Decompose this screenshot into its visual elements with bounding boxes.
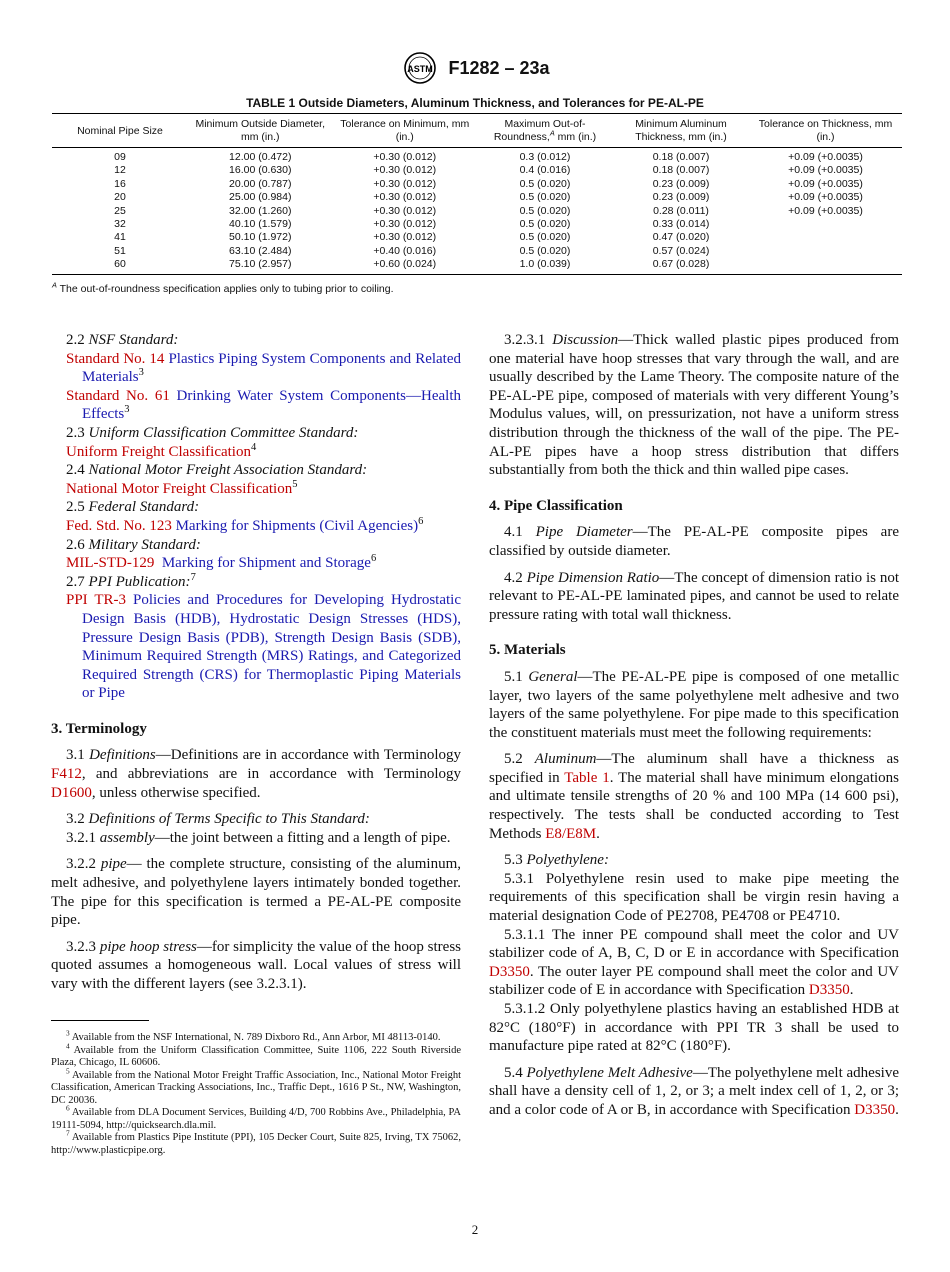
- paragraph-5-3-1-1: [489, 926, 899, 1000]
- section-number: 4.2: [504, 569, 523, 586]
- paragraph-5-2: [489, 750, 899, 843]
- paragraph-5-3-1-2: [489, 1000, 899, 1056]
- reference-ppi-tr3[interactable]: [51, 591, 461, 703]
- table-cell: [749, 245, 902, 258]
- table-cell: +0.30 (0.012): [373, 191, 437, 204]
- table-cell: 0.18 (0.007): [652, 164, 710, 177]
- term: pipe: [100, 856, 127, 873]
- section-number: 3.2.3: [66, 938, 96, 955]
- section-number: 2.2: [66, 332, 85, 348]
- table-cell: [749, 231, 902, 244]
- table-cell: 25: [114, 204, 126, 217]
- document-designation: F1282 – 23a: [448, 57, 550, 78]
- reference-code-link[interactable]: Standard No. 14: [66, 350, 165, 367]
- table-row: [52, 231, 902, 244]
- table-row: [52, 148, 902, 165]
- table-cell: +0.60 (0.024): [333, 258, 478, 274]
- term: Pipe Diameter: [535, 524, 633, 541]
- reference-link[interactable]: D3350: [854, 1101, 896, 1118]
- table-row: [52, 218, 902, 231]
- table-header-cell: Nominal Pipe Size: [52, 114, 188, 148]
- footnote-ref: 5: [292, 478, 298, 490]
- table-cell: 0.5 (0.020): [519, 231, 571, 244]
- table-cell: +0.09 (+0.0035): [788, 191, 863, 204]
- table-row: [52, 178, 902, 191]
- paragraph-text: —The aluminum shall have a thickness as specified in: [489, 751, 900, 786]
- footnote-ref: 3: [124, 404, 130, 416]
- paragraph-text: , unless otherwise specified.: [91, 784, 261, 801]
- reference-fed-std[interactable]: [51, 517, 461, 536]
- term: Polyethylene:: [526, 852, 609, 869]
- section-number: 3.2.1: [66, 829, 96, 846]
- table-header-cell: Minimum Outside Diameter, mm (in.): [188, 114, 333, 148]
- reference-nsf61[interactable]: [51, 387, 461, 424]
- table-cell: 20.00 (0.787): [229, 177, 292, 190]
- table-cell: +0.09 (+0.0035): [788, 177, 863, 190]
- paragraph-text: Polyethylene resin used to make pipe meeting the requirements of this specification shall be virgin resin having a material designation Code of PE2708, PE4708 or PE4710.: [489, 870, 900, 925]
- section-2-3-heading: [51, 424, 461, 443]
- left-column: [51, 331, 461, 994]
- section-5-heading: 5. Materials: [489, 642, 566, 659]
- table-cell: 60: [52, 258, 188, 274]
- page-number: 2: [471, 1222, 479, 1237]
- footnote-ref: 4: [250, 441, 257, 453]
- reference-title-link[interactable]: Policies and Procedures for Developing Hydrostatic Design Basis (HDB), Hydrostatic Design Stresses (HDS), Pressure Design Basis (PDB), Strength Design Basis (SDB), Minimum Required Strength (MRS) Ratings, and Categorized Required Strength (CRS) for Thermoplastic Piping Materials or Pipe: [82, 592, 461, 702]
- section-2-2-heading: [51, 331, 461, 350]
- footnote-number: 5: [66, 1066, 70, 1075]
- dimensions-table: [52, 113, 902, 275]
- table-cell: [749, 258, 902, 274]
- table-cell: 0.3 (0.012): [519, 151, 571, 163]
- section-number: 3.2.3.1: [504, 332, 546, 348]
- table-cell: 0.23 (0.009): [652, 177, 710, 190]
- section-title: NSF Standard:: [88, 332, 179, 348]
- footnote-ref: 6: [370, 553, 377, 565]
- paragraph-4-2: [489, 569, 899, 625]
- right-column: [489, 331, 899, 1120]
- table-cell: 1.0 (0.039): [477, 258, 613, 274]
- footnote: [51, 1103, 461, 1132]
- footnote-text: Available from DLA Document Services, Building 4/D, 700 Robbins Ave., Philadelphia, PA 19111-5094, http://quicksearch.dla.mil.: [51, 1107, 461, 1131]
- table-cell: 0.4 (0.016): [519, 164, 571, 177]
- paragraph-text: —The polyethylene melt adhesive shall have a density cell of 1, 2, or 3; a melt index cell of 1, 2, or 3; and a color code of A or B, in accordance with Specification: [489, 1064, 899, 1118]
- reference-link[interactable]: D3350: [489, 963, 530, 980]
- footnote-number: 6: [66, 1103, 70, 1113]
- table-cell: 63.10 (2.484): [229, 244, 292, 257]
- table-header-cell: Tolerance on Minimum, mm (in.): [333, 114, 478, 148]
- table-cell: +0.30 (0.012): [373, 218, 437, 231]
- table-cell: 0.28 (0.011): [653, 204, 709, 217]
- section-number: 2.6: [66, 536, 85, 553]
- astm-logo-icon: [400, 50, 440, 86]
- table-cell: 0.57 (0.024): [652, 244, 710, 257]
- section-3-heading: 3. Terminology: [51, 720, 147, 737]
- footnote-ref: 6: [418, 515, 424, 527]
- footnote-number: 4: [66, 1041, 70, 1050]
- table-cell: +0.40 (0.016): [373, 244, 437, 257]
- paragraph-4-1: [489, 523, 899, 560]
- section-2-6-heading: [51, 536, 461, 555]
- section-number: 2.3: [66, 424, 85, 441]
- paragraph-text: .: [596, 825, 600, 842]
- footnote-text: Available from the Uniform Classification Committee, Suite 1106, 222 South Riverside Plaza, Chicago, IL 60606.: [51, 1044, 462, 1068]
- section-title: Uniform Classification Committee Standard:: [88, 424, 359, 441]
- table-cell: +0.30 (0.012): [373, 164, 437, 177]
- footnote: [51, 1066, 461, 1108]
- reference-code-link[interactable]: National Motor Freight Classification: [66, 480, 293, 497]
- table-cell: +0.30 (0.012): [373, 204, 437, 217]
- table-cell: 75.10 (2.957): [188, 258, 333, 274]
- term: Definitions: [89, 747, 156, 764]
- reference-link[interactable]: Table 1: [564, 769, 610, 786]
- term: Polyethylene Melt Adhesive: [526, 1064, 693, 1081]
- paragraph-text: — the complete structure, consisting of the aluminum, melt adhesive, and polyethylene layers intimately bonded together. The pipe for this specification is termed a PE-AL-PE composite pipe.: [51, 856, 462, 929]
- section-2-4-heading: [51, 461, 461, 480]
- table-cell: 0.18 (0.007): [652, 151, 710, 163]
- section-title: Federal Standard:: [88, 499, 200, 516]
- page-header: [0, 50, 950, 86]
- section-number: 5.3.1: [504, 870, 534, 887]
- paragraph-3-1: [51, 746, 461, 802]
- table-cell: 12: [114, 164, 126, 177]
- reference-mil-std[interactable]: [51, 554, 461, 573]
- section-number: 5.2: [504, 751, 523, 768]
- term: General: [528, 668, 578, 685]
- section-number: 3.1: [66, 747, 85, 764]
- section-number: 5.3.1.1: [504, 926, 546, 943]
- paragraph-5-3: [489, 851, 899, 870]
- footnote-ref: 3: [138, 367, 144, 379]
- reference-title-link[interactable]: Plastics Piping System Components and Related Materials: [82, 350, 462, 386]
- section-number: 2.5: [66, 499, 85, 516]
- section-2-7-heading: [51, 573, 461, 592]
- footnote-number: 7: [66, 1128, 70, 1138]
- paragraph-3-2-3-1: [489, 331, 899, 480]
- reference-link[interactable]: D3350: [808, 982, 850, 999]
- term: assembly: [99, 829, 155, 846]
- paragraph-3-2-2: [51, 855, 461, 929]
- reference-link[interactable]: D1600: [51, 784, 92, 801]
- footnote-divider: [51, 1020, 149, 1021]
- table-cell: +0.30 (0.012): [373, 177, 437, 190]
- table-cell: 0.5 (0.020): [519, 204, 571, 217]
- footnotes: [51, 1028, 462, 1157]
- reference-code-link[interactable]: Fed. Std. No. 123: [66, 517, 172, 534]
- table-cell: 0.33 (0.014): [652, 218, 710, 231]
- table-cell: +0.09 (+0.0035): [788, 151, 863, 163]
- reference-title-link[interactable]: Marking for Shipments (Civil Agencies): [175, 517, 419, 534]
- paragraph-5-1: [489, 668, 899, 742]
- section-number: 5.3: [504, 852, 523, 869]
- section-4-heading: 4. Pipe Classification: [489, 497, 623, 514]
- paragraph-text: . The outer layer PE compound shall meet the color and UV stabilizer code of E in accordance with Specification: [489, 963, 899, 999]
- table-cell: 32.00 (1.260): [229, 204, 292, 217]
- reference-title-link[interactable]: Marking for Shipment and Storage: [161, 555, 371, 572]
- astm-logo-text: ASTM: [407, 64, 434, 74]
- table-cell: 20: [114, 191, 126, 204]
- table-footnote-text: The out-of-roundness specification applies only to tubing prior to coiling.: [59, 283, 394, 295]
- table-cell: 0.5 (0.020): [519, 191, 571, 204]
- paragraph-text: —for simplicity the value of the hoop stress quoted assumes a homogeneous wall. Local values of stress will vary with the different layers (see 3.2.3.1).: [51, 938, 461, 992]
- term: Discussion: [552, 332, 619, 348]
- table-cell: 0.5 (0.020): [519, 244, 571, 257]
- reference-nmfc[interactable]: [51, 480, 461, 499]
- section-title: National Motor Freight Association Standard:: [88, 462, 368, 479]
- paragraph-text: .: [849, 982, 854, 999]
- table-cell: 16: [114, 177, 126, 190]
- reference-code-link[interactable]: MIL-STD-129: [66, 555, 155, 572]
- reference-link[interactable]: F412: [51, 766, 82, 783]
- section-title: Definitions of Terms Specific to This Standard:: [88, 811, 370, 828]
- paragraph-text: —The concept of dimension ratio is not relevant to PE-AL-PE laminated pipes, and cannot be used to relate pressure rating with total wall thickness.: [489, 569, 900, 623]
- table-footnote: [52, 280, 394, 295]
- table-cell: 0.5 (0.020): [519, 177, 571, 190]
- table-cell: 51: [114, 244, 126, 257]
- reference-ufc[interactable]: [51, 443, 461, 462]
- section-title: PPI Publication:: [88, 573, 191, 590]
- paragraph-text: The inner PE compound shall meet the color and UV stabilizer code of A, B, C, D or E in accordance with Specification: [489, 926, 899, 962]
- table-cell: 41: [114, 231, 126, 244]
- table-cell: 0.47 (0.020): [652, 231, 710, 244]
- footnote-text: Available from the NSF International, N. 789 Dixboro Rd., Ann Arbor, MI 48113-0140.: [71, 1032, 441, 1043]
- paragraph-5-3-1: [489, 870, 899, 926]
- reference-title-link[interactable]: Drinking Water System Components—Health Effects: [82, 387, 461, 423]
- paragraph-text: . The material shall have minimum elongations and ultimate tensile strengths of 20 % and 100 MPa (14 600 psi), respectively. The tests shall be conducted according to Test Methods: [489, 769, 899, 842]
- table-row: [52, 164, 902, 177]
- reference-nsf14[interactable]: [51, 350, 461, 387]
- term: Pipe Dimension Ratio: [526, 569, 660, 586]
- footnote-text: Available from the National Motor Freight Traffic Association, Inc., National Motor Freight Classification, American Tracking Associations, Inc., Traffic Dept., 1616 P St., NW, Washington, DC 20036.: [51, 1069, 461, 1106]
- table-footnote-marker: A: [52, 280, 57, 290]
- table-body: [52, 148, 902, 275]
- paragraph-5-4: [489, 1064, 899, 1120]
- table-row: [52, 245, 902, 258]
- paragraph-text: —the joint between a fitting and a length of pipe.: [154, 829, 451, 846]
- reference-code-link[interactable]: PPI TR-3: [66, 592, 127, 609]
- section-2-5-heading: [51, 498, 461, 517]
- section-number: 5.3.1.2: [504, 1001, 546, 1017]
- footnote: [51, 1041, 462, 1070]
- table-header-text: Maximum Out-of-Roundness,: [493, 118, 586, 143]
- table-header-cell: Tolerance on Thickness, mm (in.): [749, 114, 902, 148]
- paragraph-text: —The PE-AL-PE pipe is composed of one metallic layer, two layers of the same polyethylene melt adhesive and two layers of the same polyethylene. For pipe made to this specification the constituent materials must meet the following requirements:: [489, 668, 900, 741]
- section-number: 4.1: [504, 524, 523, 541]
- term: pipe hoop stress: [99, 938, 197, 955]
- table-header-cell: Minimum Aluminum Thickness, mm (in.): [613, 114, 749, 148]
- paragraph-text: Only polyethylene plastics having an established HDB at 82°C (180°F) in accordance with PPI TR 3 shall be used to manufacture pipe rated at 82°C (180°F).: [489, 1001, 900, 1055]
- section-number: 3.2.2: [66, 856, 96, 873]
- table-row: [52, 191, 902, 204]
- section-title: Military Standard:: [88, 536, 201, 553]
- reference-link[interactable]: E8/E8M: [545, 825, 597, 842]
- section-number: 2.4: [66, 462, 85, 479]
- table-cell: 50.10 (1.972): [229, 231, 292, 244]
- table-cell: 0.23 (0.009): [652, 191, 710, 204]
- section-number: 2.7: [66, 573, 85, 590]
- section-number: 3.2: [66, 811, 85, 828]
- paragraph-3-2: [51, 810, 461, 829]
- table-cell: 0.67 (0.028): [613, 258, 749, 274]
- paragraph-text: —Thick walled plastic pipes produced from one material have hoop stresses that vary through the wall, and are usually described by the Lame Theory. The composite nature of the PE-AL-PE pipe, composed of materials with very different Young’s Modulus values, will, on pressurization, not have a uniform stress distribution through the thickness of the wall of the pipe. The PE-AL-PE pipes have a hoop stress distribution that differs substantially from both the thick and thin walled pipe cases.: [489, 332, 899, 479]
- paragraph-text: —Definitions are in accordance with Terminology: [155, 747, 461, 764]
- term: Aluminum: [534, 751, 597, 768]
- table-footnote-ref: A: [549, 128, 555, 138]
- table-cell: +0.09 (+0.0035): [788, 164, 863, 177]
- paragraph-text: .: [895, 1101, 899, 1118]
- footnote-text: Available from Plastics Pipe Institute (PPI), 105 Decker Court, Suite 825, Irving, TX 75062, http://www.plasticpipe.org.: [51, 1132, 462, 1156]
- footnote-ref: 7: [190, 571, 196, 583]
- table-cell: 40.10 (1.579): [229, 218, 292, 231]
- table-header-row: [52, 114, 902, 148]
- footnote-number: 3: [66, 1028, 70, 1038]
- paragraph-text: , and abbreviations are in accordance with Terminology: [81, 766, 461, 783]
- reference-code-link[interactable]: Standard No. 61: [66, 387, 170, 404]
- reference-code-link[interactable]: Uniform Freight Classification: [66, 443, 251, 460]
- paragraph-3-2-1: [51, 829, 461, 848]
- table-row: [52, 205, 902, 218]
- footnote: [51, 1028, 461, 1045]
- table-cell: +0.09 (+0.0035): [788, 204, 863, 217]
- table-title: TABLE 1 Outside Diameters, Aluminum Thickness, and Tolerances for PE-AL-PE: [246, 96, 704, 110]
- table-cell: 32: [114, 218, 126, 231]
- table-cell: 0.5 (0.020): [519, 218, 571, 231]
- table-cell: +0.30 (0.012): [373, 151, 437, 163]
- footnote: [51, 1128, 462, 1157]
- table-cell: 09: [114, 151, 126, 163]
- paragraph-3-2-3: [51, 938, 461, 994]
- table-cell: 25.00 (0.984): [229, 191, 292, 204]
- table-header-units: mm (in.): [554, 131, 597, 143]
- section-number: 5.1: [504, 668, 523, 685]
- section-number: 5.4: [504, 1064, 523, 1081]
- table-cell: [749, 218, 902, 231]
- table-cell: 16.00 (0.630): [229, 164, 292, 177]
- table-cell: +0.30 (0.012): [373, 231, 437, 244]
- paragraph-text: —The PE-AL-PE composite pipes are classified by outside diameter.: [489, 524, 899, 559]
- table-cell: 12.00 (0.472): [229, 151, 292, 163]
- table-row: [52, 258, 902, 274]
- table-header-cell-out-of-roundness: [477, 114, 613, 148]
